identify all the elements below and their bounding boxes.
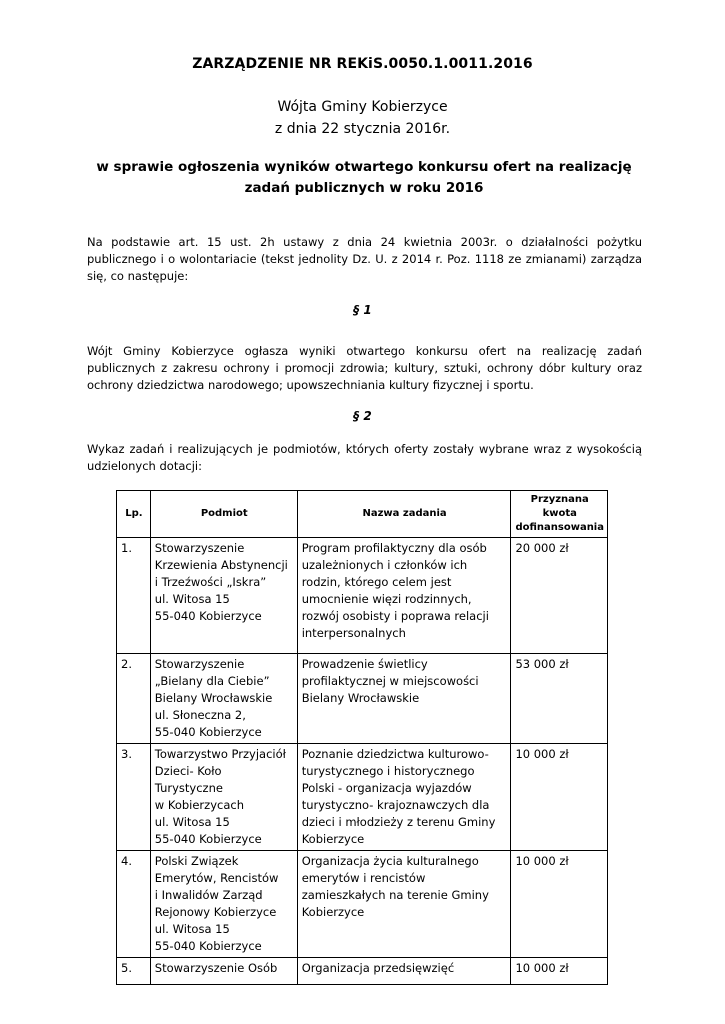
table-row	[117, 851, 608, 958]
row-amount: 10 000 zł	[511, 958, 608, 985]
header-task: Nazwa zadania	[297, 491, 511, 538]
table-header-row	[117, 491, 608, 538]
row-task: Organizacja życia kulturalnego emerytów i rencistów zamieszkałych na terenie Gminy Kobierzyce	[297, 851, 511, 958]
row-lp: 1.	[117, 538, 151, 654]
issuing-authority: Wójta Gminy Kobierzyce	[277, 99, 448, 115]
row-amount: 53 000 zł	[511, 654, 608, 744]
row-task: Organizacja przedsięwzięć	[297, 958, 511, 985]
header-entity: Podmiot	[150, 491, 297, 538]
row-entity: Stowarzyszenie „Bielany dla Ciebie” Bielany Wrocławskie ul. Słoneczna 2, 55-040 Kobierzyce	[150, 654, 297, 744]
grants-table	[116, 490, 608, 985]
legal-basis-paragraph: Na podstawie art. 15 ust. 2h ustawy z dnia 24 kwietnia 2003r. o działalności pożytku publicznego i o wolontariacie (tekst jednolity Dz. U. z 2014 r. Poz. 1118 ze zmianami) zarządza się, co następuje:	[87, 235, 642, 283]
header-lp: Lp.	[117, 491, 151, 538]
row-entity: Polski Związek Emerytów, Rencistów i Inwalidów Zarząd Rejonowy Kobierzyce ul. Witosa 15 55-040 Kobierzyce	[150, 851, 297, 958]
row-task: Prowadzenie świetlicy profilaktycznej w miejscowości Bielany Wrocławskie	[297, 654, 511, 744]
row-entity: Towarzystwo Przyjaciół Dzieci- Koło Turystyczne w Kobierzycach ul. Witosa 15 55-040 Kobierzyce	[150, 744, 297, 851]
issuing-authority-block	[0, 96, 725, 140]
issue-date: z dnia 22 stycznia 2016r.	[274, 121, 451, 137]
row-lp: 3.	[117, 744, 151, 851]
header-amount: Przyznana kwota dofinansowania	[511, 491, 608, 538]
row-lp: 2.	[117, 654, 151, 744]
row-entity: Stowarzyszenie Osób	[150, 958, 297, 985]
section-1-paragraph: Wójt Gminy Kobierzyce ogłasza wyniki otwartego konkursu ofert na realizację zadań publicznych z zakresu ochrony i promocji zdrowia; kultury, sztuki, ochrony dóbr kultury oraz ochrony dziedzictwa narodowego; upowszechniania kultury fizycznej i sportu.	[87, 344, 642, 392]
table-row	[117, 654, 608, 744]
table-row	[117, 744, 608, 851]
row-amount: 10 000 zł	[511, 744, 608, 851]
row-amount: 20 000 zł	[511, 538, 608, 654]
row-task: Program profilaktyczny dla osób uzależnionych i członków ich rodzin, którego celem jest umocnienie więzi rodzinnych, rozwój osobisty i poprawa relacji interpersonalnych	[297, 538, 511, 654]
row-task: Poznanie dziedzictwa kulturowo-turystycznego i historycznego Polski - organizacja wyjazdów turystyczno- krajoznawczych dla dzieci i młodzieży z terenu Gminy Kobierzyce	[297, 744, 511, 851]
row-lp: 4.	[117, 851, 151, 958]
table-row	[117, 958, 608, 985]
section-1-heading: § 1	[353, 303, 372, 317]
table-row	[117, 538, 608, 654]
row-amount: 10 000 zł	[511, 851, 608, 958]
document-subject: w sprawie ogłoszenia wyników otwartego konkursu ofert na realizację zadań publicznych w roku 2016	[96, 159, 632, 196]
document-title: ZARZĄDZENIE NR REKiS.0050.1.0011.2016	[192, 56, 533, 72]
row-lp: 5.	[117, 958, 151, 985]
row-entity: Stowarzyszenie Krzewienia Abstynencji i Trzeźwości „Iskra” ul. Witosa 15 55-040 Kobierzyce	[150, 538, 297, 654]
section-2-paragraph: Wykaz zadań i realizujących je podmiotów, których oferty zostały wybrane wraz z wysokością udzielonych dotacji:	[87, 442, 642, 473]
section-2-heading: § 2	[353, 409, 372, 423]
